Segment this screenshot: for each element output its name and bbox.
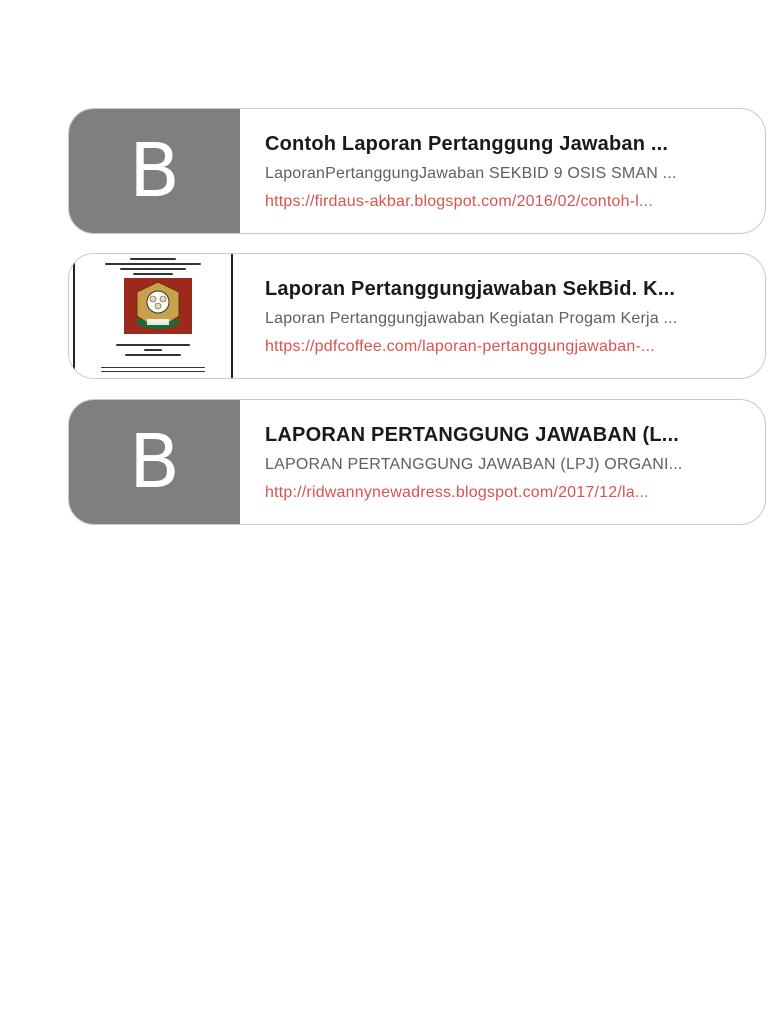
doc-text-line [105,263,201,265]
result-snippet: LAPORAN PERTANGGUNG JAWABAN (LPJ) ORGANI... [265,456,683,473]
thumbnail-letter: B [129,419,180,505]
search-result-card[interactable] [68,108,766,234]
thumbnail-letter: B [129,128,180,214]
search-result-card[interactable] [68,399,766,525]
doc-text-line [130,258,176,260]
result-title[interactable]: Laporan Pertanggungjawaban SekBid. K... [265,278,676,300]
doc-text-line [133,273,173,275]
search-result-card[interactable] [68,253,766,379]
doc-text-line [144,349,162,351]
doc-text-line [101,371,205,372]
doc-text-line [125,354,181,356]
document-cover-thumbnail [73,254,233,379]
doc-text-line [116,344,190,346]
result-url[interactable]: https://pdfcoffee.com/laporan-pertanggungjawaban-... [265,338,655,355]
result-snippet: LaporanPertanggungJawaban SEKBID 9 OSIS SMAN ... [265,165,677,182]
result-title[interactable]: Contoh Laporan Pertanggung Jawaban ... [265,133,669,155]
result-snippet: Laporan Pertanggungjawaban Kegiatan Progam Kerja ... [265,310,678,327]
result-thumbnail [69,400,240,524]
result-url[interactable]: http://ridwannynewadress.blogspot.com/2017/12/la... [265,484,649,501]
osis-logo-icon [123,278,193,334]
result-thumbnail [69,254,240,378]
result-url[interactable]: https://firdaus-akbar.blogspot.com/2016/02/contoh-l... [265,193,653,210]
result-thumbnail [69,109,240,233]
doc-text-line [101,367,205,368]
doc-text-line [120,268,186,270]
result-title[interactable]: LAPORAN PERTANGGUNG JAWABAN (L... [265,424,680,446]
